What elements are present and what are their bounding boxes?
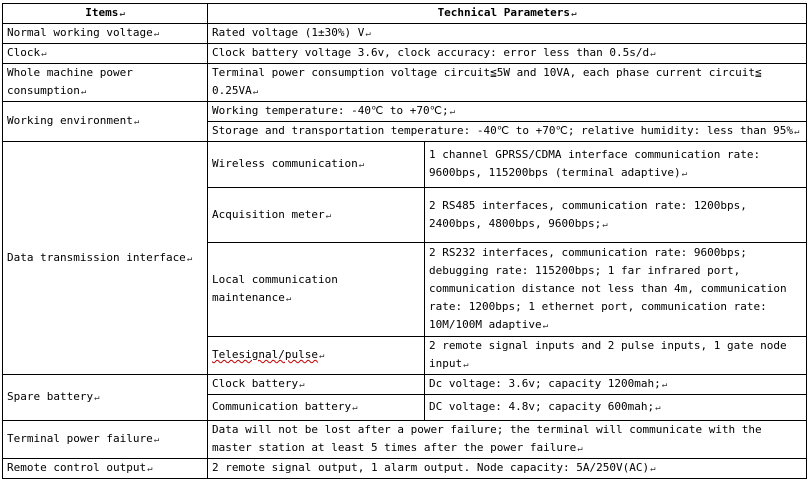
value-cell-local-maintenance: 2 RS232 interfaces, communication rate: 9600bps; debugging rate: 115200bps; 1 far infrared port, communication distance not less than 4m, communication rate: 1200bps; 1 ethernet port, communication rate: 10M/100M adaptive↵	[425, 243, 807, 337]
value-cell-communication-battery: DC voltage: 4.8v; capacity 600mah;↵	[425, 395, 807, 421]
table-row	[3, 44, 807, 64]
table-row	[3, 375, 807, 395]
value-cell-power-failure: Data will not be lost after a power failure; the terminal will communicate with the master station at least 5 times after the power failure↵	[208, 421, 807, 459]
table-row	[3, 421, 807, 459]
value-cell-storage-temp: Storage and transportation temperature: -40℃ to +70℃; relative humidity: less than 95%↵	[208, 122, 807, 142]
sub-label-clock-battery: Clock battery↵	[208, 375, 425, 395]
table-row	[3, 459, 807, 479]
table-row	[3, 64, 807, 102]
item-cell-environment: Working environment↵	[3, 102, 208, 142]
item-cell-power: Whole machine power consumption↵	[3, 64, 208, 102]
value-cell-acquisition: 2 RS485 interfaces, communication rate: 1200bps, 2400bps, 4800bps, 9600bps;↵	[425, 188, 807, 243]
sub-label-wireless: Wireless communication↵	[208, 142, 425, 188]
technical-parameters-header: Technical Parameters↵	[208, 4, 807, 24]
value-cell-working-temp: Working temperature: -40℃ to +70℃;↵	[208, 102, 807, 122]
item-cell-spare-battery: Spare battery↵	[3, 375, 208, 421]
value-cell-clock-battery: Dc voltage: 3.6v; capacity 1200mah;↵	[425, 375, 807, 395]
table-row	[3, 142, 807, 188]
value-cell-voltage: Rated voltage (1±30%) V↵	[208, 24, 807, 44]
value-cell-power: Terminal power consumption voltage circuit≦5W and 10VA, each phase current circuit≦ 0.25VA↵	[208, 64, 807, 102]
spec-table-wrapper	[2, 3, 807, 479]
technical-parameters-table	[2, 3, 807, 479]
sub-label-local-maintenance: Local communication maintenance↵	[208, 243, 425, 337]
sub-label-acquisition: Acquisition meter↵	[208, 188, 425, 243]
item-cell-voltage: Normal working voltage↵	[3, 24, 208, 44]
item-cell-power-failure: Terminal power failure↵	[3, 421, 208, 459]
sub-label-telesignal: Telesignal/pulse↵	[208, 337, 425, 375]
value-cell-wireless: 1 channel GPRSS/CDMA interface communication rate: 9600bps, 115200bps (terminal adaptive)↵	[425, 142, 807, 188]
items-header: Items↵	[3, 4, 208, 24]
table-row	[3, 24, 807, 44]
value-cell-clock: Clock battery voltage 3.6v, clock accuracy: error less than 0.5s/d↵	[208, 44, 807, 64]
item-cell-remote-control: Remote control output↵	[3, 459, 208, 479]
sub-label-communication-battery: Communication battery↵	[208, 395, 425, 421]
table-row	[3, 102, 807, 122]
item-cell-clock: Clock↵	[3, 44, 208, 64]
item-cell-data-transmission: Data transmission interface↵	[3, 142, 208, 375]
value-cell-telesignal: 2 remote signal inputs and 2 pulse inputs, 1 gate node input↵	[425, 337, 807, 375]
value-cell-remote-control: 2 remote signal output, 1 alarm output. Node capacity: 5A/250V(AC)↵	[208, 459, 807, 479]
header-row	[3, 4, 807, 24]
